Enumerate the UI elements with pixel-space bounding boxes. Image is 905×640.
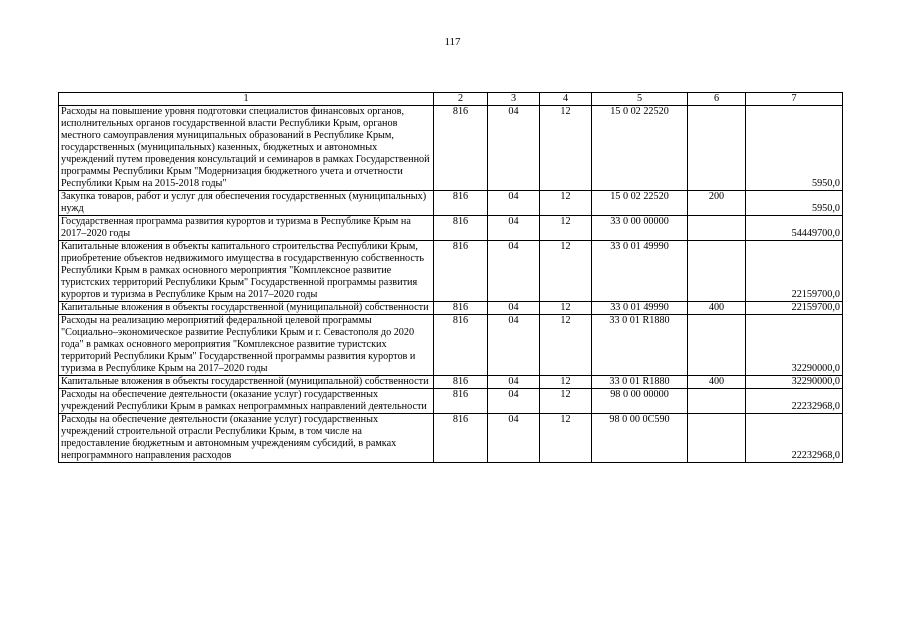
admin-code: 816: [434, 414, 488, 463]
amount: 54449700,0: [746, 216, 843, 241]
target-article-code: 33 0 01 49990: [592, 302, 688, 315]
admin-code: 816: [434, 241, 488, 302]
subsection-code: 12: [540, 302, 592, 315]
target-article-code: 33 0 01 49990: [592, 241, 688, 302]
expense-type-code: 400: [688, 302, 746, 315]
subsection-code: 12: [540, 376, 592, 389]
amount: 5950,0: [746, 106, 843, 191]
subsection-code: 12: [540, 106, 592, 191]
section-code: 04: [488, 216, 540, 241]
table-header-row: [59, 93, 843, 106]
subsection-code: 12: [540, 191, 592, 216]
table-row: [59, 302, 843, 315]
expense-type-code: 200: [688, 191, 746, 216]
target-article-code: 15 0 02 22520: [592, 191, 688, 216]
table-row: [59, 389, 843, 414]
expense-type-code: [688, 241, 746, 302]
admin-code: 816: [434, 302, 488, 315]
target-article-code: 15 0 02 22520: [592, 106, 688, 191]
row-description: Государственная программа развития курортов и туризма в Республике Крым на 2017–2020 годы: [59, 216, 434, 241]
header-cell: 4: [540, 93, 592, 106]
page-number: 117: [444, 36, 461, 48]
table-row: [59, 241, 843, 302]
table-row: [59, 191, 843, 216]
amount: 22159700,0: [746, 241, 843, 302]
row-description: Капитальные вложения в объекты государственной (муниципальной) собственности: [59, 302, 434, 315]
row-description: Расходы на реализацию мероприятий федеральной целевой программы "Социально–экономическое развитие Республики Крым и г. Севастополя до 2020 года" в рамках основного мероприятия "Комплексное развитие туристских территорий Республики Крым" Государственной программы развития курортов и туризма в Республике Крым на 2017–2020 годы: [59, 315, 434, 376]
expense-type-code: [688, 216, 746, 241]
subsection-code: 12: [540, 315, 592, 376]
amount: 22232968,0: [746, 389, 843, 414]
header-cell: 2: [434, 93, 488, 106]
row-description: Капитальные вложения в объекты капитального строительства Республики Крым, приобретение объектов недвижимого имущества в государственную собственность Республики Крым в рамках основного мероприятия "Комплексное развитие туристских территорий Республики Крым" Государственной программы развития курортов и туризма в Республике Крым на 2017–2020 годы: [59, 241, 434, 302]
subsection-code: 12: [540, 241, 592, 302]
subsection-code: 12: [540, 389, 592, 414]
budget-table: [58, 92, 843, 463]
target-article-code: 98 0 00 0С590: [592, 414, 688, 463]
expense-type-code: [688, 414, 746, 463]
table-row: [59, 106, 843, 191]
section-code: 04: [488, 191, 540, 216]
target-article-code: 98 0 00 00000: [592, 389, 688, 414]
admin-code: 816: [434, 191, 488, 216]
admin-code: 816: [434, 389, 488, 414]
row-description: Расходы на повышение уровня подготовки специалистов финансовых органов, исполнительных органов государственной власти Республики Крым, органов местного самоуправления муниципальных образований в Республике Крым, государственных (муниципальных) казенных, бюджетных и автономных учреждений путем проведения консультаций и семинаров в рамках Государственной программы Республики Крым "Модернизация бюджетного учета и отчетности Республики Крым на 2015-2018 годы": [59, 106, 434, 191]
expense-type-code: [688, 106, 746, 191]
section-code: 04: [488, 106, 540, 191]
amount: 22159700,0: [746, 302, 843, 315]
admin-code: 816: [434, 216, 488, 241]
section-code: 04: [488, 414, 540, 463]
section-code: 04: [488, 302, 540, 315]
section-code: 04: [488, 315, 540, 376]
target-article-code: 33 0 00 00000: [592, 216, 688, 241]
row-description: Капитальные вложения в объекты государственной (муниципальной) собственности: [59, 376, 434, 389]
table-row: [59, 216, 843, 241]
admin-code: 816: [434, 376, 488, 389]
section-code: 04: [488, 376, 540, 389]
table-row: [59, 376, 843, 389]
table-row: [59, 414, 843, 463]
header-cell: 3: [488, 93, 540, 106]
expense-type-code: 400: [688, 376, 746, 389]
expense-type-code: [688, 389, 746, 414]
amount: 22232968,0: [746, 414, 843, 463]
amount: 32290000,0: [746, 315, 843, 376]
section-code: 04: [488, 389, 540, 414]
amount: 5950,0: [746, 191, 843, 216]
header-cell: 1: [59, 93, 434, 106]
amount: 32290000,0: [746, 376, 843, 389]
target-article-code: 33 0 01 R1880: [592, 315, 688, 376]
target-article-code: 33 0 01 R1880: [592, 376, 688, 389]
admin-code: 816: [434, 315, 488, 376]
section-code: 04: [488, 241, 540, 302]
expense-type-code: [688, 315, 746, 376]
subsection-code: 12: [540, 216, 592, 241]
header-cell: 6: [688, 93, 746, 106]
admin-code: 816: [434, 106, 488, 191]
subsection-code: 12: [540, 414, 592, 463]
row-description: Расходы на обеспечение деятельности (оказание услуг) государственных учреждений строительной отрасли Республики Крым, в том числе на предоставление бюджетным и автономным учреждениям субсидий, в рамках непрограммного направления расходов: [59, 414, 434, 463]
row-description: Расходы на обеспечение деятельности (оказание услуг) государственных учреждений Республики Крым в рамках непрограммных направлений деятельности: [59, 389, 434, 414]
header-cell: 7: [746, 93, 843, 106]
table-row: [59, 315, 843, 376]
header-cell: 5: [592, 93, 688, 106]
row-description: Закупка товаров, работ и услуг для обеспечения государственных (муниципальных) нужд: [59, 191, 434, 216]
